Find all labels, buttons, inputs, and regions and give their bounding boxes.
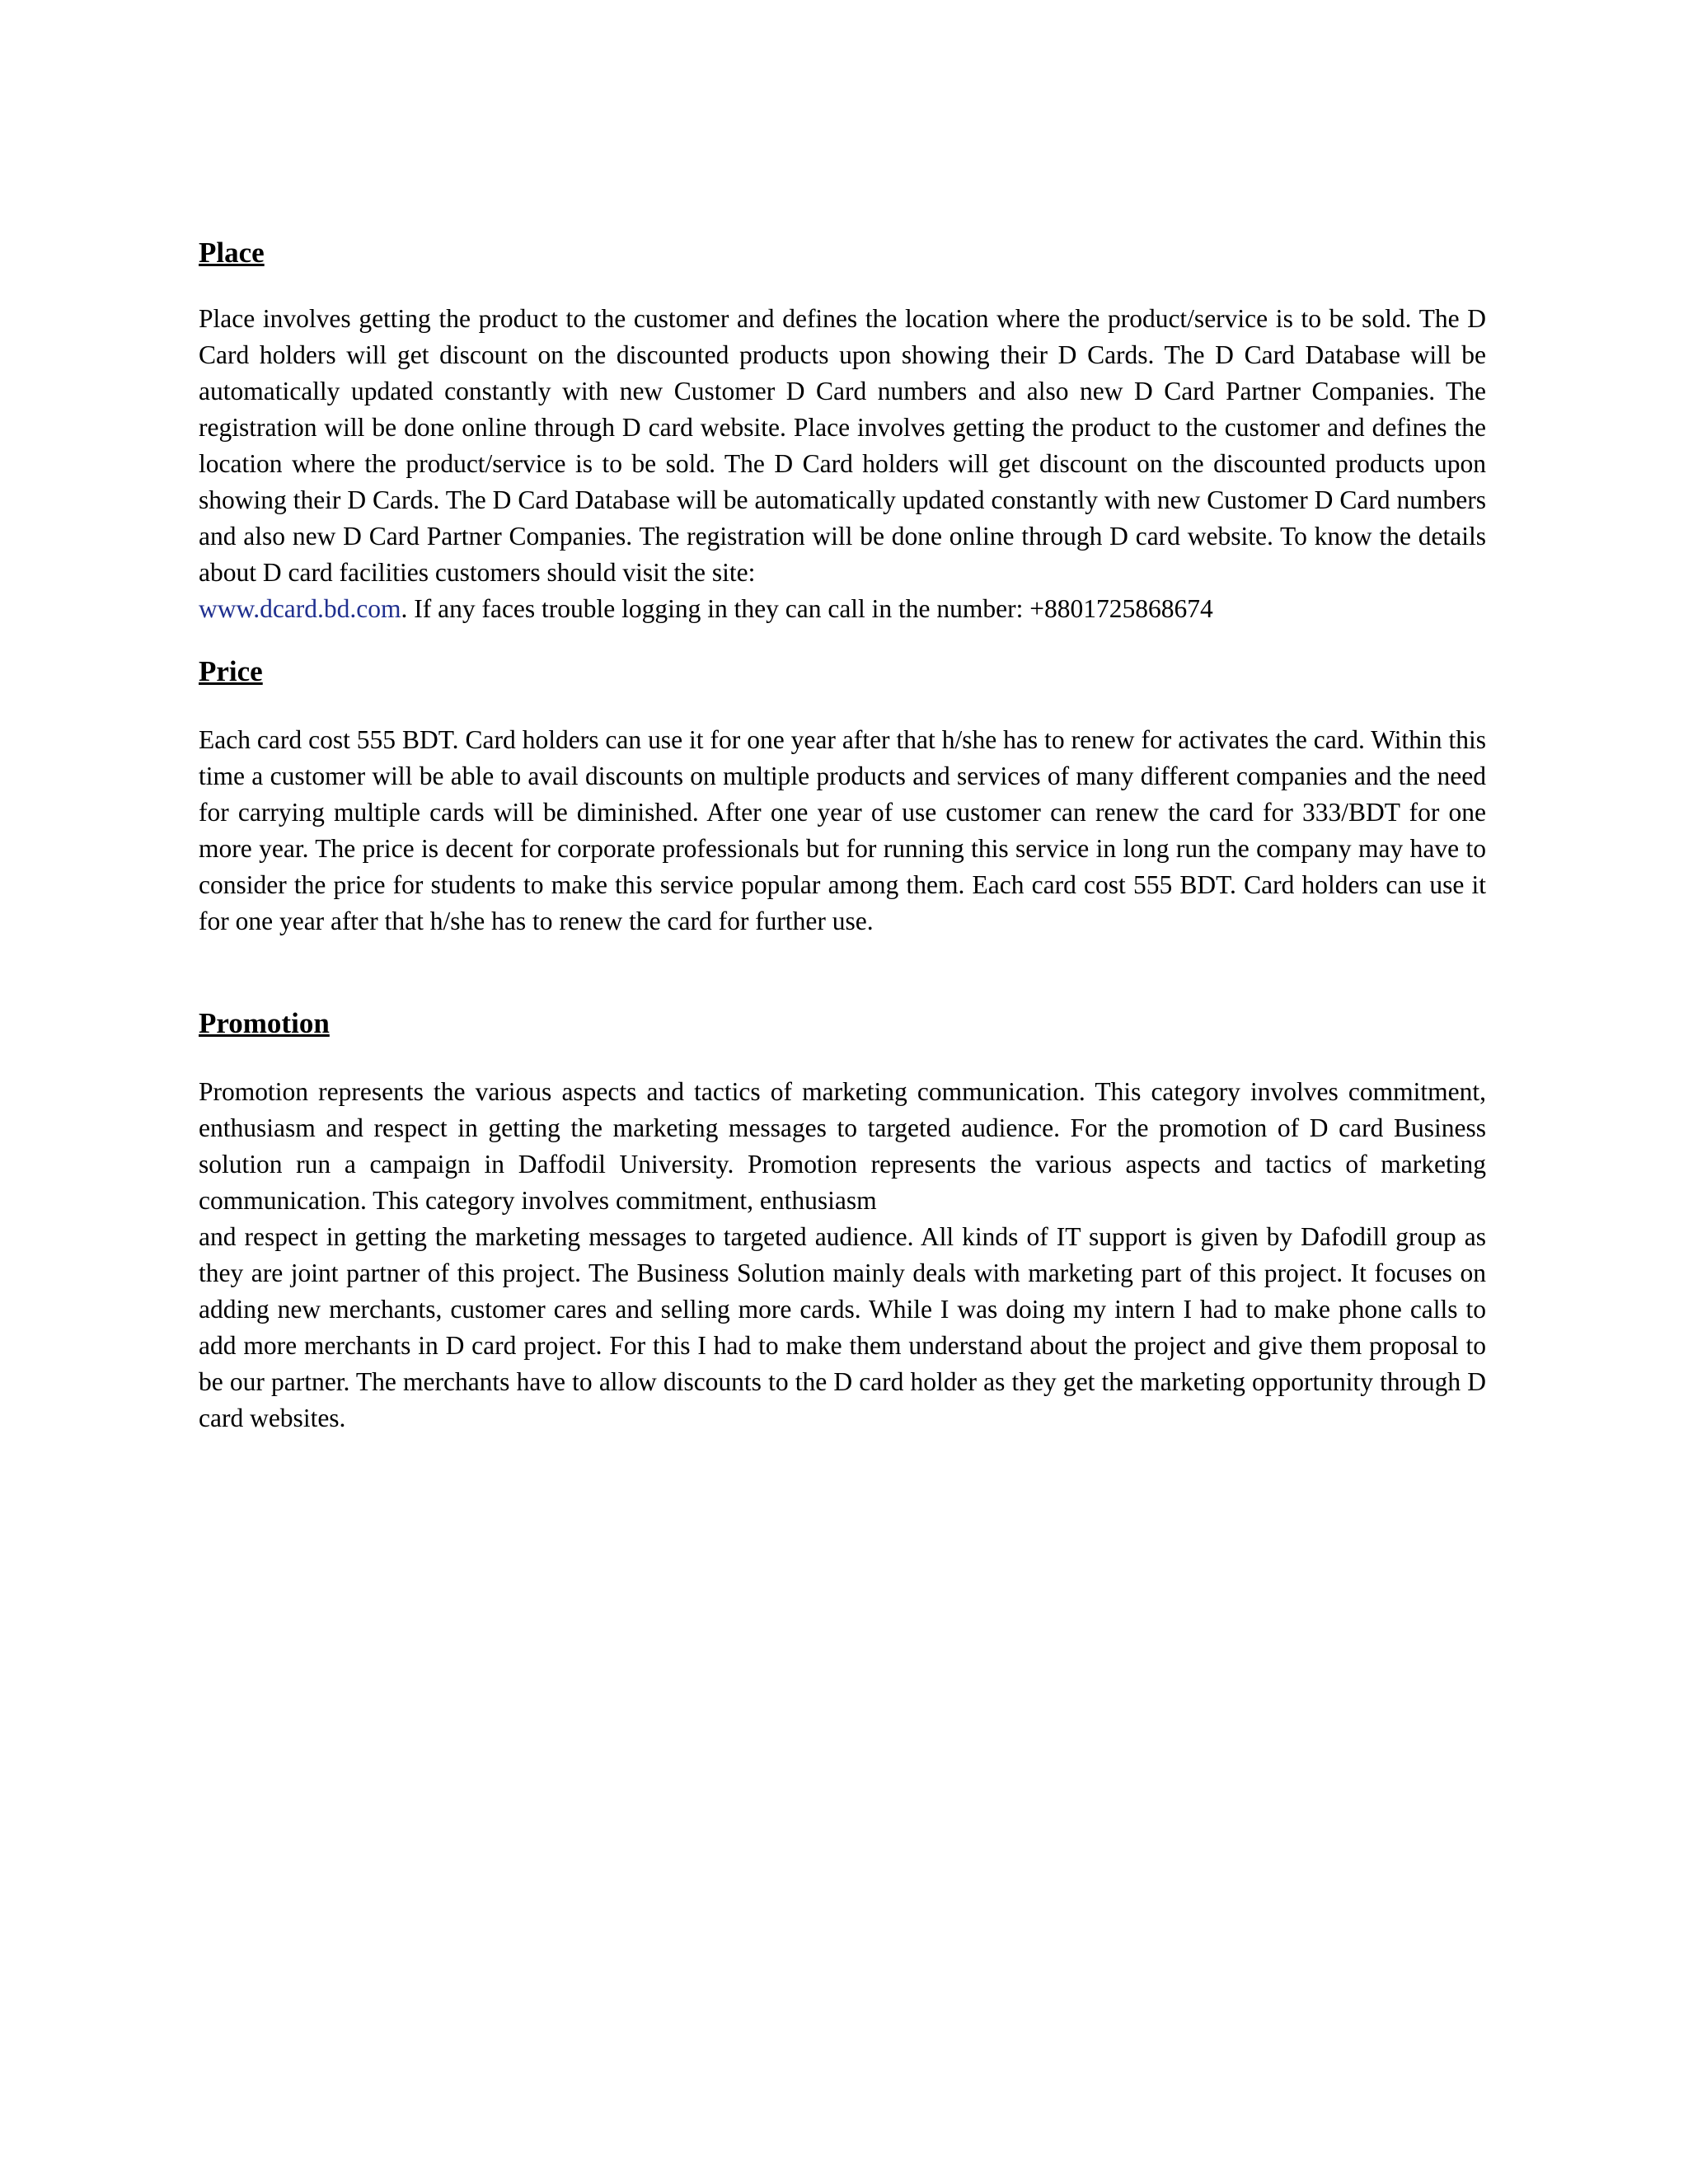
price-paragraph: Each card cost 555 BDT. Card holders can use it for one year after that h/she has to renew for activates the card. Within this time a customer will be able to avail discounts on multiple products and services of many different companies and the need for carrying multiple cards will be diminished. After one year of use customer can renew the card for 333/BDT for one more year. The price is decent for corporate professionals but for running this service in long run the company may have to consider the price for students to make this service popular among them. Each card cost 555 BDT. Card holders can use it for one year after that h/she has to renew the card for further use. — [199, 725, 1486, 935]
place-text: Place involves getting the product to the customer and defines the location where the product/service is to be sold. The D Card holders will get discount on the discounted products upon showing their D Cards. The D Card Database will be automatically updated constantly with new Customer D Card numbers and also new D Card Partner Companies. The registration will be done online through D card website. Place involves getting the product to the customer and defines the location where the product/service is to be sold. The D Card holders will get discount on the discounted products upon showing their D Cards. The D Card Database will be automatically updated constantly with new Customer D Card numbers and also new D Card Partner Companies. The registration will be done online through D card website. To know the details about D card facilities customers should visit the site: — [199, 304, 1486, 587]
place-paragraph — [199, 301, 1486, 627]
place-text-contact: . If any faces trouble logging in they can call in the number: +8801725868674 — [401, 594, 1213, 623]
promotion-text-part2: and respect in getting the marketing messages to targeted audience. All kinds of IT support is given by Dafodill group as they are joint partner of this project. The Business Solution mainly deals with marketing part of this project. It focuses on adding new merchants, customer cares and selling more cards. While I was doing my intern I had to make phone calls to add more merchants in D card project. For this I had to make them understand about the project and give them proposal to be our partner. The merchants have to allow discounts to the D card holder as they get the marketing opportunity through D card websites. — [199, 1222, 1486, 1432]
promotion-paragraph — [199, 1074, 1486, 1436]
place-heading: Place — [199, 237, 265, 269]
promotion-heading: Promotion — [199, 1007, 330, 1039]
document-body — [199, 232, 1486, 1436]
promotion-text-part1: Promotion represents the various aspects and tactics of marketing communication. This category involves commitment, enthusiasm and respect in getting the marketing messages to targeted audience. For the promotion of D card Business solution run a campaign in Daffodil University. Promotion represents the various aspects and tactics of marketing communication. This category involves commitment, enthusiasm — [199, 1077, 1486, 1215]
dcard-website-link[interactable]: www.dcard.bd.com — [199, 594, 401, 623]
place-paragraph-last-line — [199, 591, 1486, 627]
price-heading: Price — [199, 655, 263, 687]
